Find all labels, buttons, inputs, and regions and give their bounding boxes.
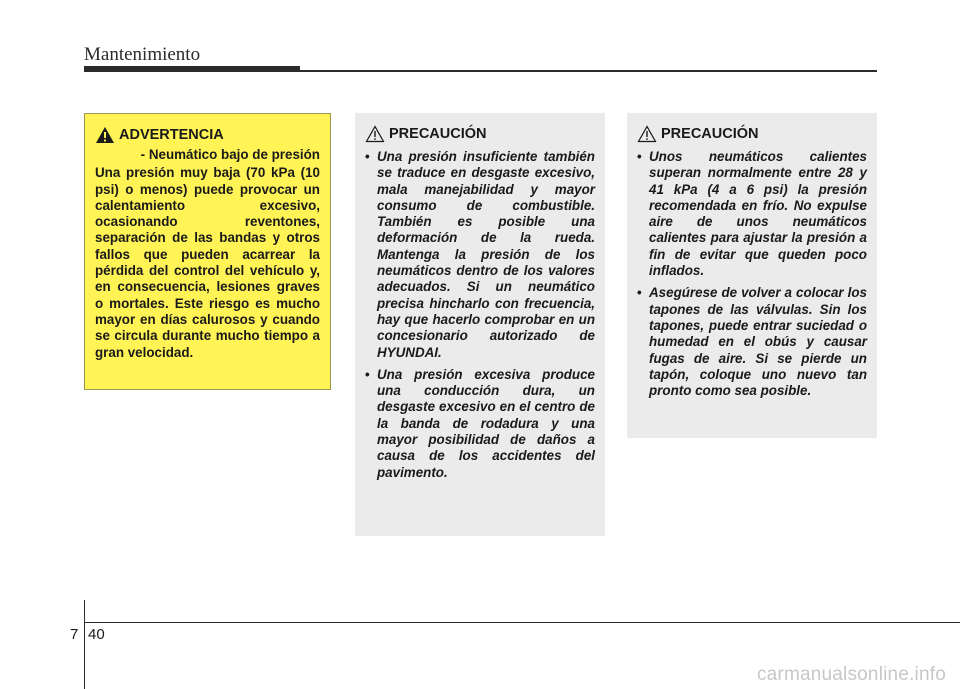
- caution1-heading: PRECAUCIÓN: [389, 125, 487, 142]
- caution-box-2: [627, 113, 877, 438]
- caution2-heading-row: [637, 125, 867, 143]
- list-item: • Una presión excesiva produce una conducción dura, un desgaste excesivo en el centro de la banda de rodadura y una mayor posibilidad de daños a causa de los accidentes del pavimento.: [365, 366, 595, 480]
- section-number: 7: [70, 626, 79, 643]
- caution2-list: [637, 149, 867, 399]
- list-item: • Unos neumáticos calientes superan normalmente entre 28 y 41 kPa (4 a 6 psi) la presión recomendada en frío. No expulse aire de unos neumáticos calientes para ajustar la presión a fin de evitar que queden poco inflados.: [637, 149, 867, 279]
- caution1-list: [365, 149, 595, 481]
- caution2-heading: PRECAUCIÓN: [661, 125, 759, 142]
- caution-triangle-outline-icon: [365, 125, 385, 143]
- warning-heading-row: [95, 126, 320, 144]
- header-rule-thick: [84, 66, 300, 72]
- footer-vertical-rule: [84, 600, 85, 689]
- page-number: 40: [88, 626, 105, 643]
- list-item: • Una presión insuficiente también se traduce en desgaste excesivo, mala manejabilidad y mayor consumo de combustible. También es posible una deformación de la rueda. Mantenga la presión de los neumáticos dentro de los valores adecuados. Si un neumático precisa hincharlo con frecuencia, hay que hacerlo comprobar en un concesionario autorizado de HYUNDAI.: [365, 149, 595, 360]
- list-item: • Asegúrese de volver a colocar los tapones de las válvulas. Sin los tapones, puede entrar suciedad o humedad en el obús y causar fugas de aire. Si se pierde un tapón, coloque uno nuevo tan pronto como sea posible.: [637, 285, 867, 399]
- warning-heading: ADVERTENCIA: [119, 126, 224, 143]
- caution1-heading-row: [365, 125, 595, 143]
- footer-horizontal-rule: [84, 622, 960, 623]
- warning-subtitle: - Neumático bajo de presión: [140, 147, 320, 162]
- warning-triangle-filled-icon: [95, 126, 115, 144]
- warning-box: [84, 113, 331, 390]
- caution-box-1: [355, 113, 605, 536]
- watermark: carmanualsonline.info: [756, 664, 946, 685]
- caution-triangle-outline-icon: [637, 125, 657, 143]
- page-title: Mantenimiento: [84, 44, 201, 65]
- header-rule-thin: [300, 70, 877, 72]
- warning-body: Una presión muy baja (70 kPa (10 psi) o menos) puede provocar un calentamiento excesivo, ocasionando reventones, separación de las bandas y otros fallos que pueden acarrear la pérdida del control del vehículo y, en consecuencia, lesiones graves o mortales. Este riesgo es mucho mayor en días calurosos y cuando se circula durante mucho tiempo a gran velocidad.: [95, 165, 320, 360]
